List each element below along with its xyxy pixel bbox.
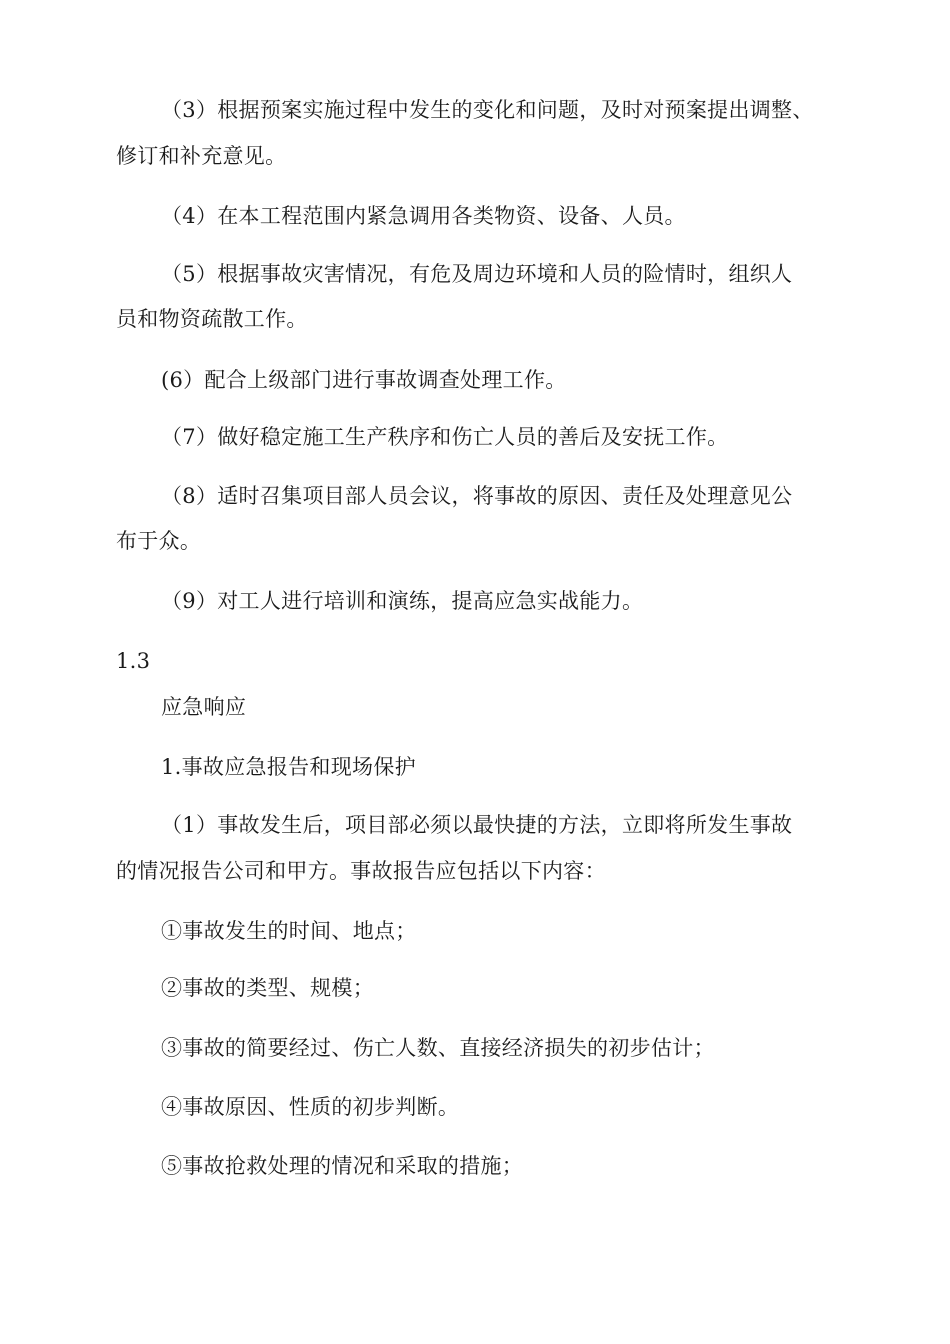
report-item-1: ①事故发生的时间、地点； [161,919,417,943]
paragraph-9: （9）对工人进行培训和演练，提高应急实战能力。 [161,589,644,613]
paragraph-3-line-2: 修订和补充意见。 [116,144,287,168]
report-item-5: ⑤事故抢救处理的情况和采取的措施； [161,1154,524,1178]
paragraph-3-line-1: （3）根据预案实施过程中发生的变化和问题，及时对预案提出调整、 [161,98,814,122]
paragraph-5-line-2: 员和物资疏散工作。 [116,307,308,331]
paragraph-8-line-1: （8）适时召集项目部人员会议，将事故的原因、责任及处理意见公 [161,484,793,508]
subsection-title: 1.事故应急报告和现场保护 [161,755,416,779]
report-item-4: ④事故原因、性质的初步判断。 [161,1095,460,1119]
paragraph-8-line-2: 布于众。 [116,529,202,553]
paragraph-7: （7）做好稳定施工生产秩序和伤亡人员的善后及安抚工作。 [161,425,729,449]
report-paragraph-line-1: （1）事故发生后，项目部必须以最快捷的方法，立即将所发生事故 [161,813,793,837]
paragraph-4: （4）在本工程范围内紧急调用各类物资、设备、人员。 [161,204,686,228]
section-title: 应急响应 [161,695,247,719]
report-item-3: ③事故的简要经过、伤亡人数、直接经济损失的初步估计； [161,1036,715,1060]
report-item-2: ②事故的类型、规模； [161,976,374,1000]
paragraph-6: (6）配合上级部门进行事故调查处理工作。 [161,368,567,392]
report-paragraph-line-2: 的情况报告公司和甲方。事故报告应包括以下内容： [116,859,606,883]
paragraph-5-line-1: （5）根据事故灾害情况，有危及周边环境和人员的险情时，组织人 [161,262,793,286]
section-number: 1.3 [116,649,151,673]
